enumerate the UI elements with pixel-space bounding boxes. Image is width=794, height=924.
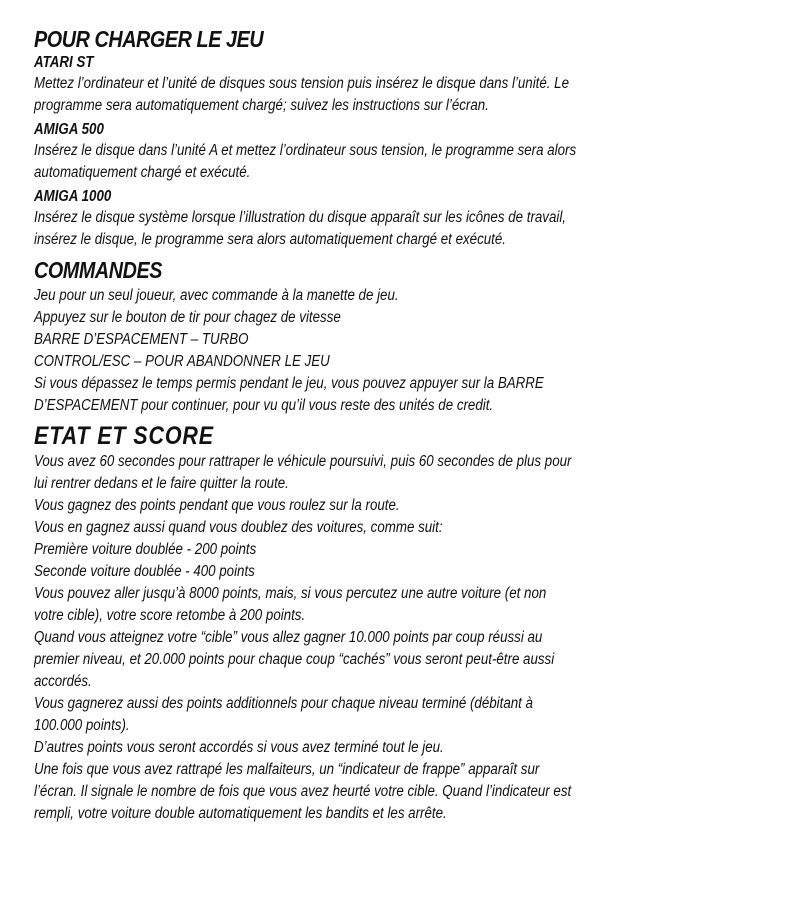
atari-block: [34, 54, 732, 117]
etat-line: lui rentrer dedans et le faire quitter la route.: [34, 475, 289, 492]
commandes-line: D’ESPACEMENT pour continuer, pour vu qu’il vous reste des unités de credit.: [34, 397, 494, 414]
etat-line: D’autres points vous seront accordés si vous avez terminé tout le jeu.: [34, 739, 444, 756]
etat-section: [34, 423, 732, 825]
etat-line: Vous avez 60 secondes pour rattraper le véhicule poursuivi, puis 60 secondes de plus pour: [34, 453, 572, 470]
etat-line: Première voiture doublée - 200 points: [34, 541, 257, 558]
commandes-section: [34, 257, 732, 417]
manual-page: [34, 26, 732, 831]
commandes-title: COMMANDES: [34, 257, 163, 283]
commandes-line: BARRE D’ESPACEMENT – TURBO: [34, 331, 249, 348]
atari-heading: ATARI ST: [34, 54, 94, 71]
etat-line: rempli, votre voiture double automatiquement les bandits et les arrête.: [34, 805, 447, 822]
commandes-line: Jeu pour un seul joueur, avec commande à la manette de jeu.: [34, 287, 399, 304]
etat-line: Vous en gagnez aussi quand vous doublez des voitures, comme suit:: [34, 519, 443, 536]
etat-line: Vous gagnez des points pendant que vous roulez sur la route.: [34, 497, 400, 514]
amiga500-line: Insérez le disque dans l’unité A et mettez l’ordinateur sous tension, le programme sera alors: [34, 142, 577, 159]
commandes-line: Appuyez sur le bouton de tir pour chagez de vitesse: [34, 309, 341, 326]
etat-title: ETAT ET SCORE: [34, 422, 215, 450]
etat-line: votre cible), votre score retombe à 200 points.: [34, 607, 306, 624]
etat-line: 100.000 points).: [34, 717, 130, 734]
etat-line: Quand vous atteignez votre “cible” vous allez gagner 10.000 points par coup réussi au: [34, 629, 543, 646]
amiga500-heading: AMIGA 500: [34, 121, 104, 138]
commandes-line: CONTROL/ESC – POUR ABANDONNER LE JEU: [34, 353, 330, 370]
etat-line: accordés.: [34, 673, 92, 690]
commandes-line: Si vous dépassez le temps permis pendant le jeu, vous pouvez appuyer sur la BARRE: [34, 375, 544, 392]
etat-line: Seconde voiture doublée - 400 points: [34, 563, 255, 580]
atari-line: programme sera automatiquement chargé; suivez les instructions sur l’écran.: [34, 97, 489, 114]
atari-line: Mettez l’ordinateur et l’unité de disques sous tension puis insérez le disque dans l’unité. Le: [34, 75, 570, 92]
amiga1000-heading: AMIGA 1000: [34, 188, 112, 205]
amiga500-line: automatiquement chargé et exécuté.: [34, 164, 251, 181]
load-section: [34, 26, 732, 251]
amiga1000-line: Insérez le disque système lorsque l’illustration du disque apparaît sur les icônes de travail,: [34, 209, 567, 226]
amiga500-block: [34, 121, 732, 184]
etat-line: premier niveau, et 20.000 points pour chaque coup “cachés” vous seront peut-être aussi: [34, 651, 555, 668]
load-title: POUR CHARGER LE JEU: [34, 26, 264, 52]
etat-line: Vous pouvez aller jusqu’à 8000 points, mais, si vous percutez une autre voiture (et non: [34, 585, 547, 602]
etat-line: Une fois que vous avez rattrapé les malfaiteurs, un “indicateur de frappe” apparaît sur: [34, 761, 540, 778]
etat-line: l’écran. Il signale le nombre de fois que vous avez heurté votre cible. Quand l’indicateur est: [34, 783, 572, 800]
amiga1000-block: [34, 188, 732, 251]
etat-line: Vous gagnerez aussi des points additionnels pour chaque niveau terminé (débitant à: [34, 695, 533, 712]
amiga1000-line: insérez le disque, le programme sera alors automatiquement chargé et exécuté.: [34, 231, 506, 248]
